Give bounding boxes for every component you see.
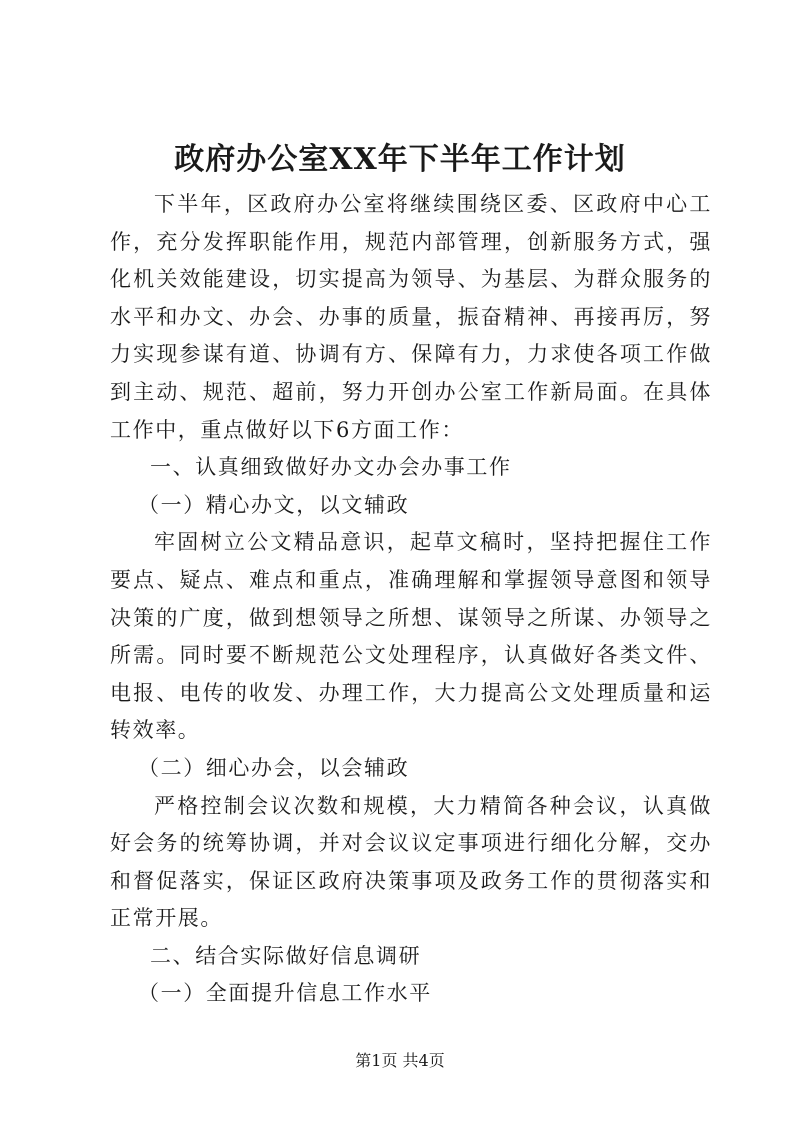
- subsection-heading-1-1: （一）精心办文，以文辅政: [138, 492, 410, 517]
- body-paragraph-intro: 下半年，区政府办公室将继续围绕区委、区政府中心工作，充分发挥职能作用，规范内部管理，创新服务方式，强化机关效能建设，切实提高为领导、为基层、为群众服务的水平和办文、办会、办事的质量，振奋精神、再接再厉，努力实现参谋有道、协调有方、保障有力，力求使各项工作做到主动、规范、超前，努力开创办公室工作新局面。在具体工作中，重点做好以下6方面工作：: [110, 192, 712, 442]
- page-number-footer: 第1页 共4页: [355, 1051, 445, 1070]
- document-title: 政府办公室XX年下半年工作计划: [174, 142, 626, 177]
- body-paragraph-meetings: 严格控制会议次数和规模，大力精简各种会议，认真做好会务的统筹协调，并对会议议定事项进行细化分解，交办和督促落实，保证区政府决策事项及政务工作的贯彻落实和正常开展。: [110, 793, 712, 931]
- document-body: [110, 186, 712, 1013]
- body-paragraph-documents: 牢固树立公文精品意识，起草文稿时，坚持把握住工作要点、疑点、难点和重点，准确理解和掌握领导意图和领导决策的广度，做到想领导之所想、谋领导之所谋、办领导之所需。同时要不断规范公文处理程序，认真做好各类文件、电报、电传的收发、办理工作，大力提高公文处理质量和运转效率。: [110, 530, 712, 743]
- subsection-heading-2-1: （一）全面提升信息工作水平: [138, 981, 432, 1006]
- section-heading-1: 一、认真细致做好办文办会办事工作: [150, 455, 512, 480]
- subsection-heading-1-2: （二）细心办会，以会辅政: [138, 755, 410, 780]
- section-heading-2: 二、结合实际做好信息调研: [150, 943, 422, 968]
